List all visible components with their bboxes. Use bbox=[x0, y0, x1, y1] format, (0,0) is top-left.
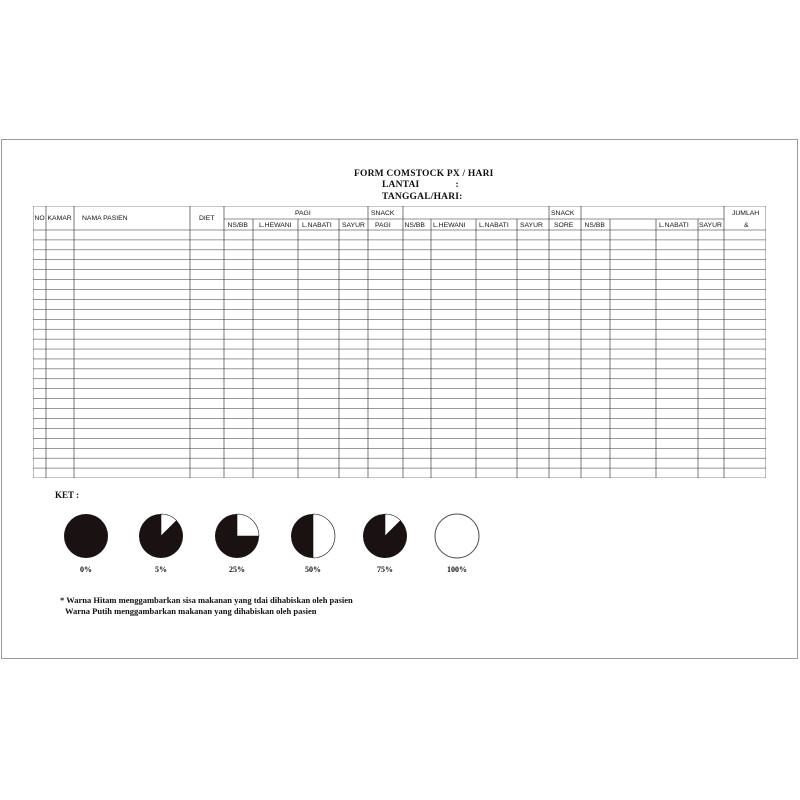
header-diet: DIET bbox=[199, 215, 215, 222]
header-snack-2: SNACK bbox=[551, 210, 575, 217]
lantai-field-label: LANTAI : bbox=[382, 180, 459, 190]
legend-pie-label: 75% bbox=[377, 565, 393, 574]
legend-note-black: * Warna Hitam menggambarkan sisa makanan yang tdai dihabiskan oleh pasien bbox=[60, 595, 353, 605]
subheader-ns-bb-1: NS/BB bbox=[227, 222, 248, 229]
legend-pie-2 bbox=[213, 512, 261, 560]
header-jumlah: JUMLAH bbox=[732, 210, 760, 217]
form-title: FORM COMSTOCK PX / HARI bbox=[354, 169, 494, 179]
legend-title: KET : bbox=[55, 490, 80, 500]
subheader-sayur-2: SAYUR bbox=[520, 222, 543, 229]
subheader-sayur-3: SAYUR bbox=[699, 222, 722, 229]
subheader-l-nabati-1: L.NABATI bbox=[302, 222, 332, 229]
subheader-l-hewani-1: L.HEWANI bbox=[259, 222, 292, 229]
legend-pie-label: 0% bbox=[80, 565, 92, 574]
subheader-sore: SORE bbox=[554, 222, 574, 229]
legend-note-white: Warna Putih menggambarkan makanan yang dihabiskan oleh pasien bbox=[65, 606, 317, 616]
tanggal-field-label: TANGGAL/HARI: bbox=[382, 192, 463, 202]
legend-pie-label: 100% bbox=[447, 565, 467, 574]
subheader-sayur-1: SAYUR bbox=[342, 222, 365, 229]
table-grid bbox=[33, 206, 766, 478]
subheader-l-nabati-2: L.NABATI bbox=[479, 222, 509, 229]
header-no: NO bbox=[34, 215, 45, 222]
subheader-l-nabati-3: L.NABATI bbox=[659, 222, 689, 229]
legend-pie-5 bbox=[433, 512, 481, 560]
legend-pie-0 bbox=[62, 512, 110, 560]
legend-pie-label: 50% bbox=[305, 565, 321, 574]
legend-pie-label: 25% bbox=[229, 565, 245, 574]
legend-pie-1 bbox=[137, 512, 185, 560]
legend-pie-3 bbox=[289, 512, 337, 560]
legend-pie-4 bbox=[361, 512, 409, 560]
subheader-ns-bb-3: NS/BB bbox=[584, 222, 605, 229]
subheader-ns-bb-2: NS/BB bbox=[404, 222, 425, 229]
consumption-table bbox=[33, 206, 766, 478]
header-kamar: KAMAR bbox=[47, 215, 72, 222]
subheader-l-hewani-2: L.HEWANI bbox=[433, 222, 466, 229]
legend-pie-label: 5% bbox=[155, 565, 167, 574]
header-snack-1: SNACK bbox=[371, 210, 395, 217]
subheader-pagi: PAGI bbox=[375, 222, 391, 229]
header-jumlah-amp: & bbox=[744, 222, 749, 229]
header-nama-pasien: NAMA PASIEN bbox=[82, 215, 128, 222]
header-pagi: PAGI bbox=[295, 210, 311, 217]
